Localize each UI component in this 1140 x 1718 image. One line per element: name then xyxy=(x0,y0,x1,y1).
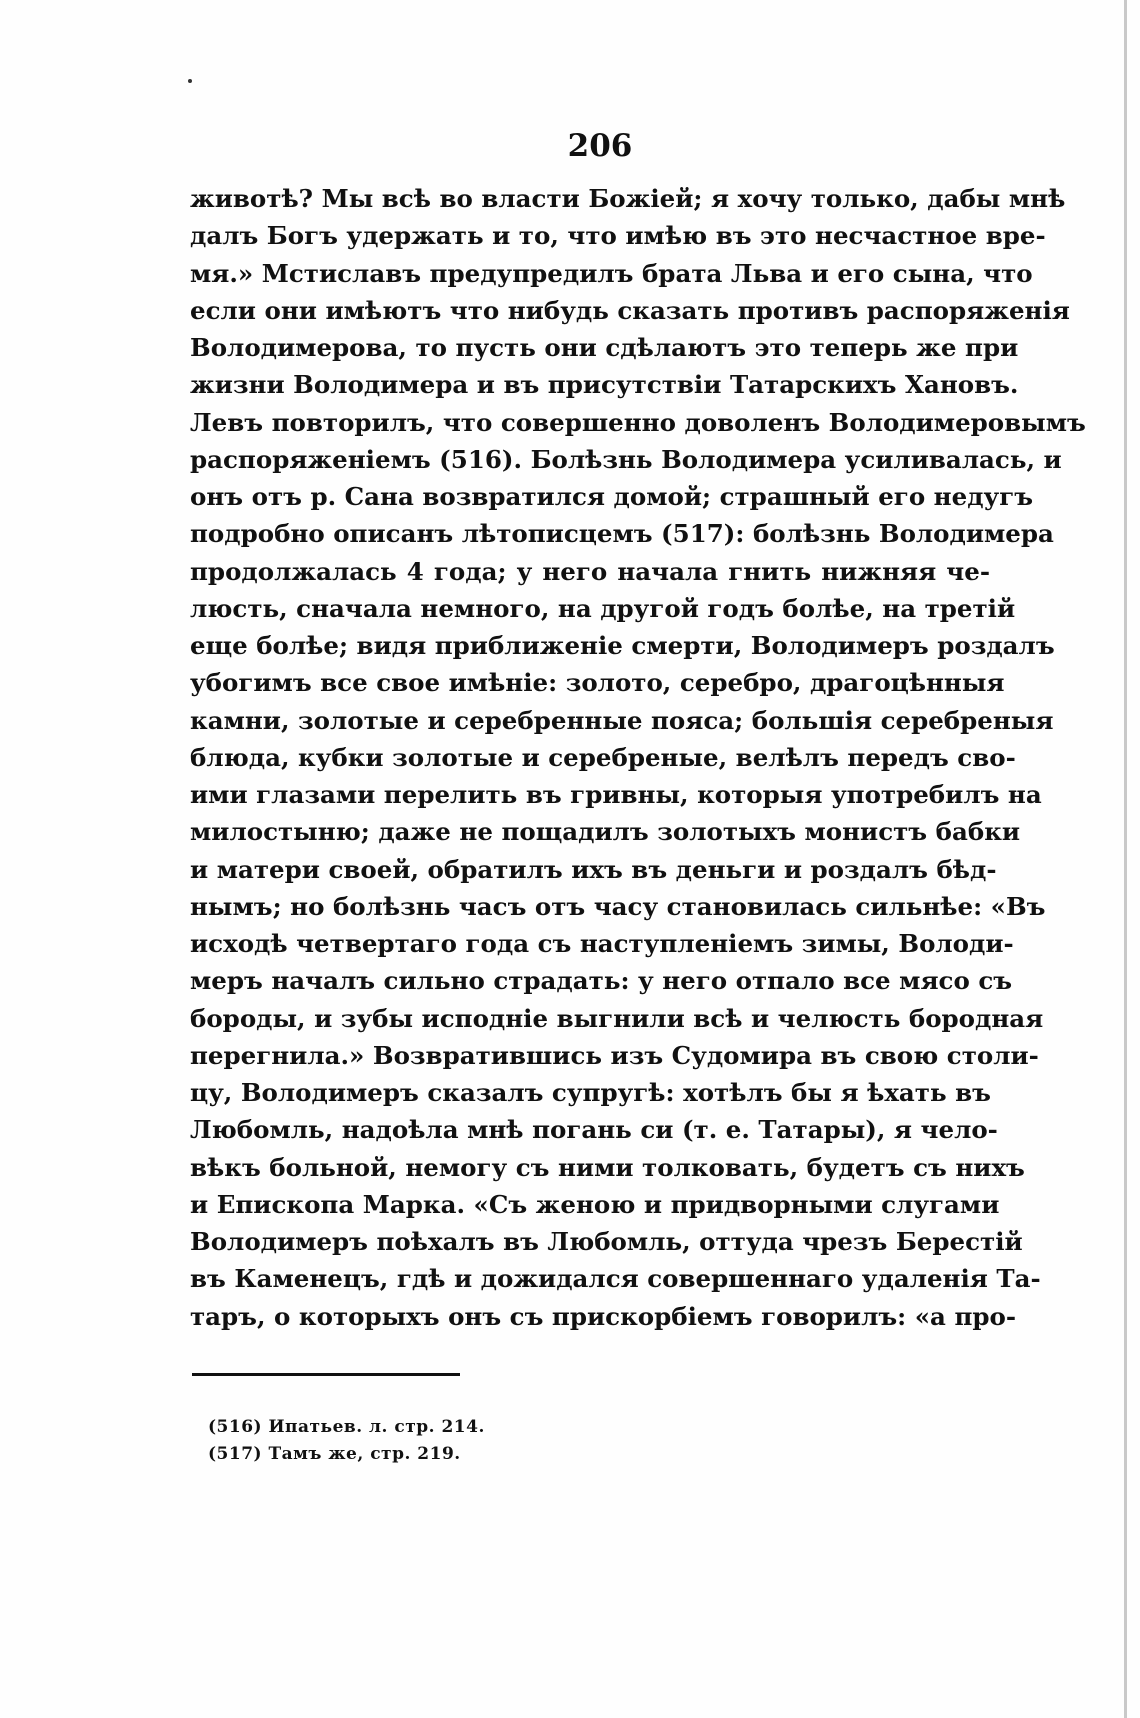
text-line: еще болѣе; видя приближеніе смерти, Володимеръ роздалъ xyxy=(190,631,1055,660)
text-line: подробно описанъ лѣтописцемъ (517): болѣзнь Володимера xyxy=(190,519,1054,549)
text-line: нымъ; но болѣзнь часъ отъ часу становилась сильнѣе: «Въ xyxy=(190,891,1046,921)
text-line: убогимъ все свое имѣніе: золото, серебро, драгоцѣнныя xyxy=(190,668,1005,698)
text-line: Любомль, надоѣла мнѣ погань си (т. е. Татары), я чело- xyxy=(190,1115,998,1145)
text-line: камни, золотые и серебренные пояса; большія серебреныя xyxy=(190,705,1054,735)
text-line: если они имѣютъ что нибудь сказать противъ распоряженія xyxy=(190,295,1070,325)
text-line: таръ, о которыхъ онъ съ прискорбіемъ говорилъ: «а про- xyxy=(190,1301,1017,1331)
page-edge-line xyxy=(1124,0,1127,1718)
text-line: распоряженіемъ (516). Болѣзнь Володимера усиливалась, и xyxy=(190,444,1062,474)
text-line: ими глазами перелить въ гривны, которыя употребилъ на xyxy=(190,780,1042,809)
text-line: бороды, и зубы исподніе выгнили всѣ и челюсть бородная xyxy=(190,1003,1044,1033)
text-line: цу, Володимеръ сказалъ супругѣ: хотѣлъ бы я ѣхать въ xyxy=(190,1078,991,1107)
text-line: Володимеръ поѣхалъ въ Любомль, оттуда чрезъ Берестій xyxy=(190,1227,1023,1256)
text-line: и матери своей, обратилъ ихъ въ деньги и роздалъ бѣд- xyxy=(190,854,997,884)
text-line: вѣкъ больной, немогу съ ними толковать, будетъ съ нихъ xyxy=(190,1152,1025,1182)
text-line: исходѣ четвертаго года съ наступленіемъ зимы, Володи- xyxy=(190,929,1014,958)
page-number: 206 xyxy=(567,128,633,164)
text-line: мя.» Мстиславъ предупредилъ брата Льва и его сына, что xyxy=(190,258,1033,288)
page-speck xyxy=(188,79,192,83)
body-text xyxy=(190,180,1086,1335)
footnote: (517) Тамъ же, стр. 219. xyxy=(208,1444,461,1464)
text-line: блюда, кубки золотые и серебреные, велѣлъ передъ сво- xyxy=(190,742,1016,772)
footnotes xyxy=(208,1414,708,1468)
text-line: перегнила.» Возвратившись изъ Судомира въ свою столи- xyxy=(190,1040,1039,1070)
text-line: въ Каменецъ, гдѣ и дожидался совершеннаго удаленія Та- xyxy=(190,1264,1041,1294)
text-line: жизни Володимера и въ присутствіи Татарскихъ Хановъ. xyxy=(190,370,1019,400)
text-line: меръ началъ сильно страдать: у него отпало все мясо съ xyxy=(190,966,1013,996)
text-line: животѣ? Мы всѣ во власти Божіей; я хочу только, дабы мнѣ xyxy=(190,184,1066,213)
footnote: (516) Ипатьев. л. стр. 214. xyxy=(208,1417,485,1437)
text-line: и Епископа Марка. «Съ женою и придворными слугами xyxy=(190,1189,1000,1219)
text-line: люсть, сначала немного, на другой годъ болѣе, на третій xyxy=(190,593,1016,623)
text-line: Левъ повторилъ, что совершенно доволенъ Володимеровымъ xyxy=(190,407,1086,437)
footnote-rule xyxy=(192,1373,460,1376)
text-line: Володимерова, то пусть они сдѣлаютъ это теперь же при xyxy=(190,333,1019,362)
text-line: онъ отъ р. Сана возвратился домой; страшный его недугъ xyxy=(190,482,1034,511)
text-line: далъ Богъ удержать и то, что имѣю въ это несчастное вре- xyxy=(190,221,1046,251)
text-line: продолжалась 4 года; у него начала гнить нижняя че- xyxy=(190,556,990,586)
text-line: милостыню; даже не пощадилъ золотыхъ монистъ бабки xyxy=(190,817,1021,847)
